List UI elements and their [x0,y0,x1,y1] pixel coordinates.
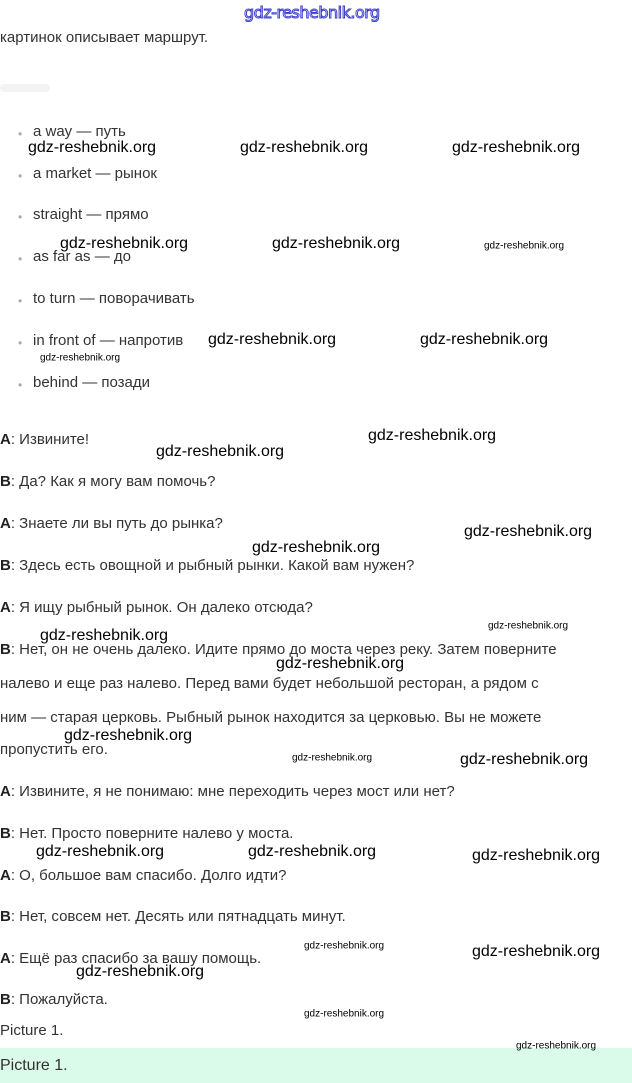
dialogue-line [0,782,455,802]
watermark: gdz-reshebnik.org [60,235,189,252]
dialogue-line [0,990,108,1010]
speaker: A [0,783,11,800]
speaker: A [0,431,11,448]
vocab-item: straight — прямо [33,206,149,223]
speaker: B [0,908,11,925]
watermark: gdz-reshebnik.org [28,139,157,156]
watermark: gdz-reshebnik.org [36,843,165,860]
dialogue-text: : Извините, я не понимаю: мне переходить через мост или нет? [10,783,455,800]
dialogue-text: : Пожалуйста. [10,991,108,1008]
watermark: gdz-reshebnik.org [516,1040,597,1052]
watermark: gdz-reshebnik.org [272,235,401,252]
dialogue-text: : Нет, совсем нет. Десять или пятнадцать минут. [10,908,346,925]
speaker: B [0,825,11,842]
watermark: gdz-reshebnik.org [40,352,121,364]
bullet-icon: • [18,378,23,392]
watermark: gdz-reshebnik.org [472,847,601,864]
bullet-icon: • [18,210,23,224]
watermark: gdz-reshebnik.org [472,943,601,960]
dialogue-line [0,866,286,886]
dialogue-line [0,556,414,576]
dialogue-text: : Нет. Просто поверните налево у моста. [10,825,294,842]
watermark: gdz-reshebnik.org [460,751,589,768]
intro-text: картинок описывает маршрут. [0,29,209,46]
dialogue-line [0,907,346,927]
speaker: A [0,867,11,884]
watermark: gdz-reshebnik.org [420,331,549,348]
dialogue-line [0,430,89,450]
picture-label: Picture 1. [0,1022,64,1039]
dialogue-line [0,472,215,492]
dialogue-text: : О, большое вам спасибо. Долго идти? [10,867,287,884]
watermark: gdz-reshebnik.org [64,727,193,744]
vocab-item: behind — позади [33,374,151,391]
speaker: A [0,515,11,532]
speaker: B [0,473,11,490]
dialogue-text: : Знаете ли вы путь до рынка? [10,515,223,532]
dialogue-text: : Да? Как я могу вам помочь? [10,473,216,490]
watermark: gdz-reshebnik.org [452,139,581,156]
dialogue-text: : Ещё раз спасибо за вашу помощь. [10,950,262,967]
bullet-icon: • [18,336,23,350]
watermark: gdz-reshebnik.org [368,427,497,444]
watermark-top: gdz-reshebnik.org [244,3,380,22]
dialogue-text: ним — старая церковь. Рыбный рынок находится за церковью. Вы не можете [0,709,542,726]
dialogue-line [0,708,541,728]
watermark: gdz-reshebnik.org [484,240,565,252]
dialogue-text: : Я ищу рыбный рынок. Он далеко отсюда? [10,599,313,616]
watermark: gdz-reshebnik.org [208,331,337,348]
speaker: A [0,950,11,967]
watermark: gdz-reshebnik.org [240,139,369,156]
vocab-item: as far as — до [33,248,131,265]
dialogue-text: налево и еще раз налево. Перед вами будет небольшой ресторан, а рядом с [0,675,539,692]
dialogue-text: : Извините! [10,431,90,448]
vocab-item: to turn — поворачивать [33,290,195,307]
watermark: gdz-reshebnik.org [40,627,169,644]
watermark: gdz-reshebnik.org [156,443,285,460]
watermark: gdz-reshebnik.org [252,539,381,556]
bullet-icon: • [18,127,23,141]
bullet-icon: • [18,252,23,266]
watermark: gdz-reshebnik.org [464,523,593,540]
speaker: B [0,557,11,574]
bullet-icon: • [18,169,23,183]
bullet-icon: • [18,294,23,308]
watermark: gdz-reshebnik.org [248,843,377,860]
answer-block [0,1048,632,1083]
vocab-item: a market — рынок [33,165,157,182]
vocab-item: in front of — напротив [33,332,184,349]
watermark: gdz-reshebnik.org [276,655,405,672]
vocab-item: a way — путь [33,123,126,140]
dialogue-line [0,514,223,534]
speaker: A [0,599,11,616]
watermark: gdz-reshebnik.org [304,940,385,952]
speaker: B [0,991,11,1008]
dialogue-line [0,674,539,694]
answer-label: Picture 1. [0,1057,68,1074]
dialogue-text: : Нет, он не очень далеко. Идите прямо до моста через реку. Затем поверните [10,641,557,658]
dialogue-text: пропустить его. [0,741,108,758]
watermark: gdz-reshebnik.org [488,620,569,632]
watermark: gdz-reshebnik.org [292,752,373,764]
speaker: B [0,641,11,658]
watermark: gdz-reshebnik.org [76,963,205,980]
dialogue-line [0,824,293,844]
watermark: gdz-reshebnik.org [304,1008,385,1020]
divider [0,84,50,92]
dialogue-text: : Здесь есть овощной и рыбный рынки. Какой вам нужен? [10,557,415,574]
dialogue-line [0,598,313,618]
